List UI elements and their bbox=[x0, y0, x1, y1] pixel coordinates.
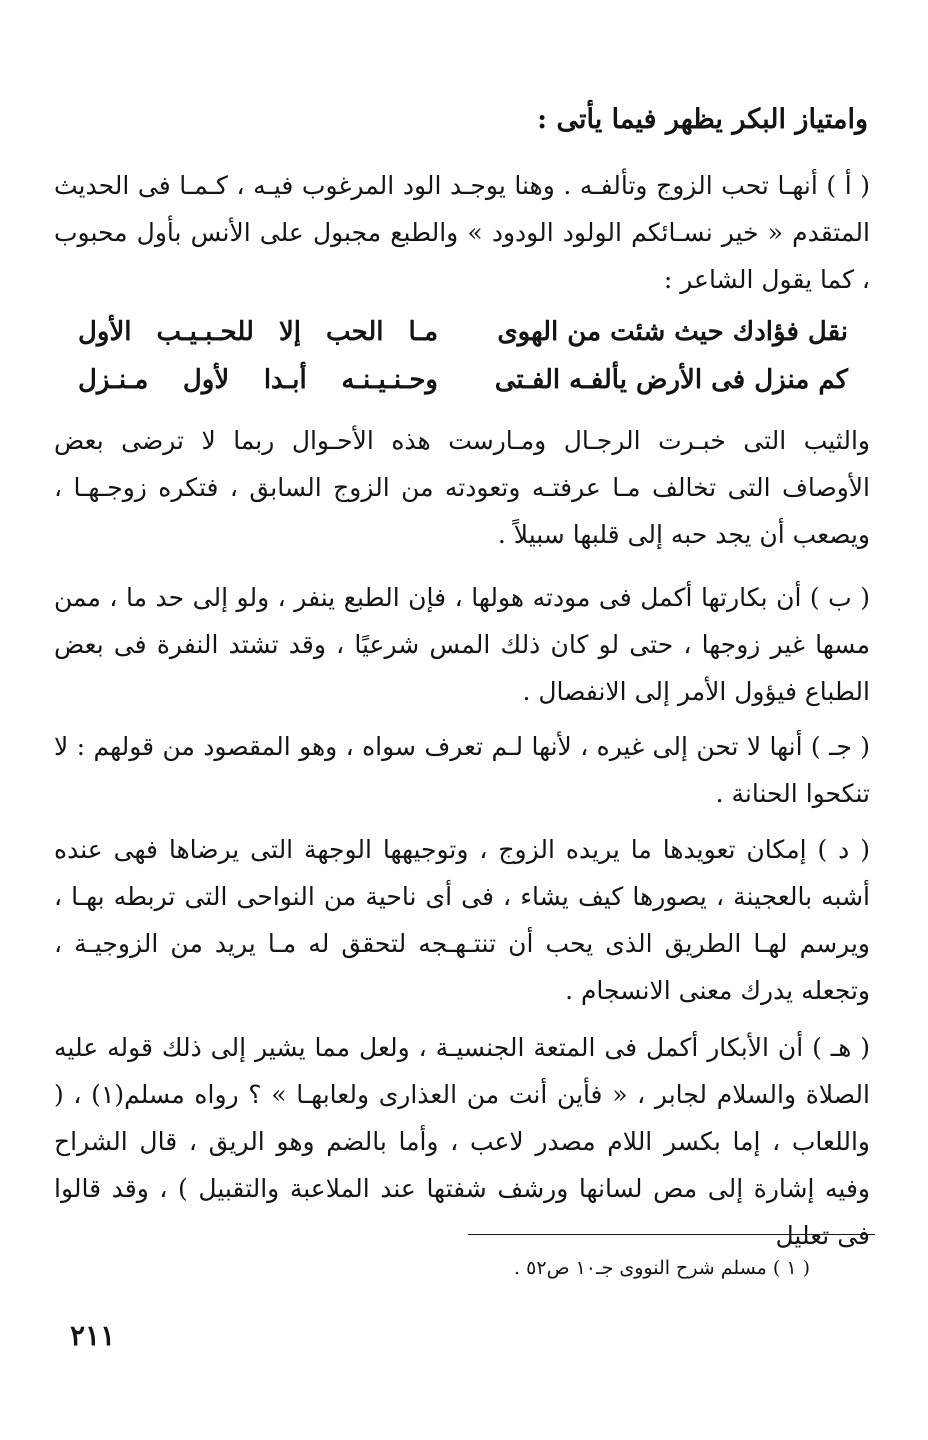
paragraph-dal: ( د ) إمكان تعويدها ما يريده الزوج ، وتوجيهها الوجهة التى يرضاها فهى عنده أشبه بالعجينة ، يصورها كيف يشاء ، فى أى ناحية من النواحى التى تربطه بهـا ، ويرسم لهـا الطريق الذى يحب أن تنتـهـجه لتحقق له مـا يريد من الزوجيـة ، وتجعله يدرك معنى الانسجام . bbox=[54, 835, 870, 1005]
paragraph-alif: ( أ ) أنهـا تحب الزوج وتألفـه . وهنا يوجـد الود المرغوب فيـه ، كـمـا فى الحديث المتقدم « خير نسـائكم الولود الودود » والطبع مجبول على الأنس بأول محبوب ، كما يقول الشاعر : bbox=[54, 171, 870, 294]
poem-verse-2-ajuz: وحـنـيـنـه أبـدا لأول مـنـزل bbox=[78, 365, 438, 395]
footnote: ( ١ ) مسلم شرح النووى جـ١٠ ص٥٢ . bbox=[514, 1257, 810, 1279]
poem-verse-1-ajuz: مـا الحب إلا للحـبـيـب الأول bbox=[78, 317, 438, 347]
poem-verse-1 bbox=[78, 312, 848, 352]
section-heading: وامتياز البكر يظهر فيما يأتى : bbox=[537, 104, 868, 135]
page-number: ٢١١ bbox=[70, 1319, 116, 1352]
paragraph-thayyib: والثيب التى خبـرت الرجـال ومـارست هذه الأحـوال ربما لا ترضى بعض الأوصاف التى تخالف مـا عرفتـه وتعودته من الزوج السابق ، فتكره زوجـهـا ، ويصعب أن يجد حبه إلى قلبها سبيلاً . bbox=[54, 426, 870, 549]
poem-verse-1-sadr: نقل فؤادك حيث شئت من الهوى bbox=[497, 317, 848, 347]
paragraph-ba: ( ب ) أن بكارتها أكمل فى مودته هولها ، فإن الطبع ينفر ، ولو إلى حد ما ، ممن مسها غير زوجها ، حتى لو كان ذلك المس شرعيًا ، وقد تشتد النفرة فى بعض الطباع فيؤول الأمر إلى الانفصال . bbox=[54, 583, 870, 706]
paragraph-jim: ( جـ ) أنها لا تحن إلى غيره ، لأنها لـم تعرف سواه ، وهو المقصود من قولهم : لا تنكحوا الحنانة . bbox=[54, 732, 870, 808]
poem-verse-2 bbox=[78, 360, 848, 400]
poem-verse-2-sadr: كم منزل فى الأرض يألفـه الفـتى bbox=[494, 365, 848, 395]
paragraph-ha: ( هـ ) أن الأبكار أكمل فى المتعة الجنسيـة ، ولعل مما يشير إلى ذلك قوله عليه الصلاة والسلام لجابر ، « فأين أنت من العذارى ولعابهـا » ؟ رواه مسلم(١) ، ( واللعاب ، إما بكسر اللام مصدر لاعب ، وأما بالضم وهو الريق ، قال الشراح وفيه إشارة إلى مص لسانها ورشف شفتها عند الملاعبة والتقبيل ) ، وقد قالوا فى تعليل bbox=[54, 1033, 870, 1250]
footnote-separator bbox=[468, 1234, 875, 1235]
